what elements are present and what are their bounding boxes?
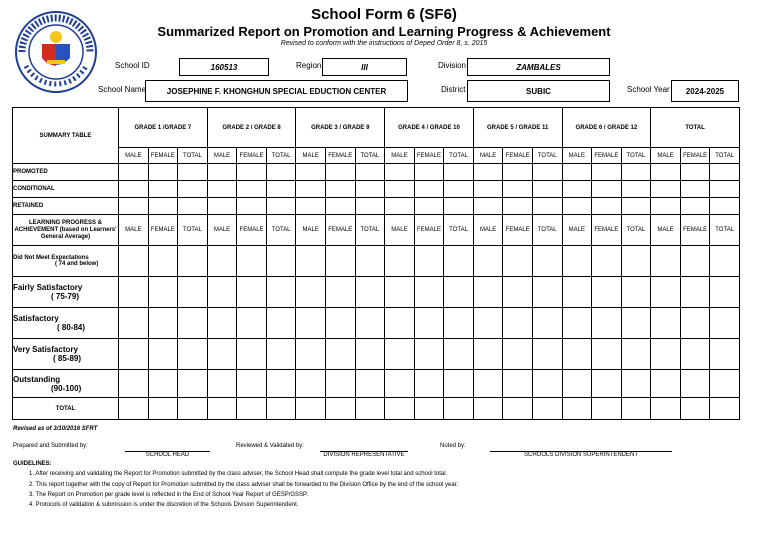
data-cell[interactable] bbox=[119, 164, 149, 181]
subcol-header: TOTAL bbox=[532, 215, 562, 246]
data-cell[interactable] bbox=[562, 181, 592, 198]
data-cell[interactable] bbox=[592, 370, 622, 398]
data-cell[interactable] bbox=[680, 370, 710, 398]
data-cell[interactable] bbox=[414, 198, 444, 215]
data-cell[interactable] bbox=[473, 398, 503, 420]
subcol-header: FEMALE bbox=[148, 148, 178, 164]
division-label: Division bbox=[438, 61, 467, 70]
subcol-header: MALE bbox=[296, 215, 326, 246]
level-range: (90-100) bbox=[51, 383, 82, 393]
data-cell[interactable] bbox=[562, 398, 592, 420]
table-row bbox=[13, 398, 740, 420]
subcol-header: TOTAL bbox=[355, 148, 385, 164]
data-cell[interactable] bbox=[237, 308, 267, 339]
school-year-field[interactable]: 2024-2025 bbox=[671, 80, 739, 102]
subcol-header: FEMALE bbox=[148, 215, 178, 246]
data-cell[interactable] bbox=[296, 398, 326, 420]
data-cell[interactable] bbox=[148, 398, 178, 420]
data-cell[interactable] bbox=[473, 181, 503, 198]
data-cell[interactable] bbox=[355, 277, 385, 308]
data-cell[interactable] bbox=[414, 164, 444, 181]
data-cell[interactable] bbox=[621, 398, 651, 420]
data-cell[interactable] bbox=[148, 198, 178, 215]
data-cell[interactable] bbox=[237, 164, 267, 181]
school-name-field[interactable]: JOSEPHINE F. KHONGHUN SPECIAL EDUCTION CENTER bbox=[145, 80, 408, 102]
subcol-header: TOTAL bbox=[710, 148, 740, 164]
data-cell[interactable] bbox=[296, 339, 326, 370]
row-label: CONDITIONAL bbox=[13, 181, 119, 198]
form-title: School Form 6 (SF6) bbox=[311, 6, 457, 23]
data-cell[interactable] bbox=[148, 339, 178, 370]
data-cell[interactable] bbox=[207, 164, 237, 181]
subcol-header: TOTAL bbox=[621, 215, 651, 246]
data-cell[interactable] bbox=[414, 339, 444, 370]
data-cell[interactable] bbox=[266, 246, 296, 277]
data-cell[interactable] bbox=[710, 181, 740, 198]
data-cell[interactable] bbox=[680, 398, 710, 420]
data-cell[interactable] bbox=[710, 198, 740, 215]
district-field[interactable]: SUBIC bbox=[467, 80, 610, 102]
data-cell[interactable] bbox=[207, 308, 237, 339]
subcol-header: MALE bbox=[651, 148, 681, 164]
region-field[interactable]: III bbox=[322, 58, 407, 76]
data-cell[interactable] bbox=[592, 198, 622, 215]
level-name: Did Not Meet Expectations bbox=[13, 255, 89, 261]
learning-progress-header-row bbox=[13, 215, 740, 246]
data-cell[interactable] bbox=[651, 198, 681, 215]
data-cell[interactable] bbox=[355, 198, 385, 215]
subcol-header: MALE bbox=[385, 215, 415, 246]
guideline-item: 4. Protocols of validation & submission is under the discretion of the Schools Division Superintendent. bbox=[29, 502, 299, 508]
data-cell[interactable] bbox=[651, 308, 681, 339]
data-cell[interactable] bbox=[325, 398, 355, 420]
data-cell[interactable] bbox=[178, 164, 208, 181]
data-cell[interactable] bbox=[178, 246, 208, 277]
summary-table-label: SUMMARY TABLE bbox=[13, 108, 119, 164]
school-id-label: School ID bbox=[115, 61, 150, 70]
data-cell[interactable] bbox=[592, 339, 622, 370]
data-cell[interactable] bbox=[178, 370, 208, 398]
data-cell[interactable] bbox=[266, 198, 296, 215]
data-cell[interactable] bbox=[414, 370, 444, 398]
data-cell[interactable] bbox=[325, 181, 355, 198]
subcol-header: MALE bbox=[385, 148, 415, 164]
data-cell[interactable] bbox=[562, 246, 592, 277]
data-cell[interactable] bbox=[473, 277, 503, 308]
subcol-header: MALE bbox=[562, 148, 592, 164]
data-cell[interactable] bbox=[710, 398, 740, 420]
table-row bbox=[13, 181, 740, 198]
subheader-row bbox=[13, 148, 740, 164]
data-cell[interactable] bbox=[355, 398, 385, 420]
sds-signature[interactable]: SCHOOLS DIVISION SUPERINTENDENT bbox=[490, 451, 672, 458]
data-cell[interactable] bbox=[178, 339, 208, 370]
data-cell[interactable] bbox=[444, 308, 474, 339]
data-cell[interactable] bbox=[207, 277, 237, 308]
level-name: Satisfactory bbox=[13, 314, 59, 323]
subcol-header: FEMALE bbox=[414, 215, 444, 246]
data-cell[interactable] bbox=[444, 198, 474, 215]
table-row bbox=[13, 308, 740, 339]
data-cell[interactable] bbox=[710, 277, 740, 308]
data-cell[interactable] bbox=[473, 308, 503, 339]
data-cell[interactable] bbox=[266, 164, 296, 181]
data-cell[interactable] bbox=[680, 164, 710, 181]
data-cell[interactable] bbox=[651, 398, 681, 420]
data-cell[interactable] bbox=[621, 308, 651, 339]
row-label bbox=[13, 370, 119, 398]
subcol-header: MALE bbox=[207, 215, 237, 246]
data-cell[interactable] bbox=[503, 308, 533, 339]
data-cell[interactable] bbox=[592, 308, 622, 339]
subcol-header: MALE bbox=[296, 148, 326, 164]
data-cell[interactable] bbox=[148, 370, 178, 398]
data-cell[interactable] bbox=[651, 164, 681, 181]
grade-header: GRADE 3 / GRADE 9 bbox=[296, 108, 385, 148]
level-range: ( 80-84) bbox=[57, 323, 86, 332]
data-cell[interactable] bbox=[414, 308, 444, 339]
subcol-header: TOTAL bbox=[266, 148, 296, 164]
data-cell[interactable] bbox=[385, 164, 415, 181]
data-cell[interactable] bbox=[385, 398, 415, 420]
data-cell[interactable] bbox=[119, 198, 149, 215]
guideline-item: 2. This report together with the copy of Report for Promotion submitted by the class adviser shall be forwarded to the Division Office by the end of the school year. bbox=[29, 482, 459, 488]
table-row bbox=[13, 198, 740, 215]
subcol-header: TOTAL bbox=[532, 148, 562, 164]
data-cell[interactable] bbox=[503, 246, 533, 277]
data-cell[interactable] bbox=[414, 246, 444, 277]
subcol-header: TOTAL bbox=[178, 148, 208, 164]
division-rep-signature[interactable]: DIVISION REPRESENTATIVE bbox=[320, 451, 408, 458]
data-cell[interactable] bbox=[710, 339, 740, 370]
row-label: PROMOTED bbox=[13, 164, 119, 181]
data-cell[interactable] bbox=[325, 198, 355, 215]
subcol-header: MALE bbox=[651, 215, 681, 246]
subcol-header: FEMALE bbox=[325, 148, 355, 164]
table-row bbox=[13, 164, 740, 181]
level-range: ( 85-89) bbox=[53, 354, 82, 363]
subcol-header: TOTAL bbox=[444, 215, 474, 246]
school-name-label: School Name bbox=[98, 85, 147, 94]
data-cell[interactable] bbox=[444, 398, 474, 420]
data-cell[interactable] bbox=[266, 181, 296, 198]
subcol-header: FEMALE bbox=[592, 215, 622, 246]
data-cell[interactable] bbox=[592, 246, 622, 277]
data-cell[interactable] bbox=[325, 308, 355, 339]
data-cell[interactable] bbox=[503, 164, 533, 181]
region-label: Region bbox=[296, 61, 322, 70]
data-cell[interactable] bbox=[414, 181, 444, 198]
data-cell[interactable] bbox=[532, 398, 562, 420]
data-cell[interactable] bbox=[621, 164, 651, 181]
data-cell[interactable] bbox=[532, 164, 562, 181]
form-note: Revised to conform with the instructions of Deped Order 8, s. 2015 bbox=[280, 40, 488, 47]
data-cell[interactable] bbox=[621, 246, 651, 277]
data-cell[interactable] bbox=[237, 370, 267, 398]
data-cell[interactable] bbox=[266, 339, 296, 370]
data-cell[interactable] bbox=[444, 164, 474, 181]
data-cell[interactable] bbox=[651, 246, 681, 277]
guideline-item: 1. After receiving and validating the Report for Promotion submitted by the class adviser, the School Head shall compute the grade level total and school total. bbox=[29, 471, 448, 477]
data-cell[interactable] bbox=[444, 277, 474, 308]
data-cell[interactable] bbox=[148, 181, 178, 198]
data-cell[interactable] bbox=[621, 198, 651, 215]
data-cell[interactable] bbox=[119, 277, 149, 308]
grade-header: TOTAL bbox=[651, 108, 740, 148]
data-cell[interactable] bbox=[266, 370, 296, 398]
data-cell[interactable] bbox=[385, 339, 415, 370]
data-cell[interactable] bbox=[296, 246, 326, 277]
data-cell[interactable] bbox=[207, 198, 237, 215]
table-row bbox=[13, 339, 740, 370]
reviewed-label: Reviewed & Validated by: bbox=[236, 443, 304, 449]
data-cell[interactable] bbox=[414, 277, 444, 308]
data-cell[interactable] bbox=[178, 398, 208, 420]
data-cell[interactable] bbox=[207, 398, 237, 420]
data-cell[interactable] bbox=[237, 198, 267, 215]
data-cell[interactable] bbox=[119, 370, 149, 398]
data-cell[interactable] bbox=[562, 339, 592, 370]
data-cell[interactable] bbox=[296, 181, 326, 198]
subcol-header: MALE bbox=[562, 215, 592, 246]
guidelines-heading: GUIDELINES: bbox=[13, 461, 52, 467]
data-cell[interactable] bbox=[355, 164, 385, 181]
school-id-field[interactable]: 160513 bbox=[179, 58, 269, 76]
data-cell[interactable] bbox=[651, 277, 681, 308]
data-cell[interactable] bbox=[385, 370, 415, 398]
table-row bbox=[13, 277, 740, 308]
data-cell[interactable] bbox=[680, 181, 710, 198]
subcol-header: FEMALE bbox=[325, 215, 355, 246]
form-subtitle: Summarized Report on Promotion and Learning Progress & Achievement bbox=[157, 24, 611, 39]
table-row bbox=[13, 246, 740, 277]
data-cell[interactable] bbox=[621, 181, 651, 198]
subcol-header: FEMALE bbox=[592, 148, 622, 164]
subcol-header: TOTAL bbox=[266, 215, 296, 246]
data-cell[interactable] bbox=[355, 339, 385, 370]
data-cell[interactable] bbox=[119, 246, 149, 277]
subcol-header: MALE bbox=[119, 215, 149, 246]
data-cell[interactable] bbox=[473, 339, 503, 370]
data-cell[interactable] bbox=[237, 339, 267, 370]
grade-header: GRADE 5 / GRADE 11 bbox=[473, 108, 562, 148]
data-cell[interactable] bbox=[503, 370, 533, 398]
data-cell[interactable] bbox=[178, 181, 208, 198]
summary-table bbox=[12, 107, 740, 420]
subcol-header: MALE bbox=[473, 148, 503, 164]
learning-progress-label: LEARNING PROGRESS & ACHIEVEMENT (based on Learners' General Average) bbox=[13, 215, 119, 246]
data-cell[interactable] bbox=[266, 277, 296, 308]
data-cell[interactable] bbox=[444, 370, 474, 398]
data-cell[interactable] bbox=[385, 181, 415, 198]
data-cell[interactable] bbox=[237, 277, 267, 308]
data-cell[interactable] bbox=[148, 164, 178, 181]
data-cell[interactable] bbox=[355, 246, 385, 277]
division-field[interactable]: ZAMBALES bbox=[467, 58, 610, 76]
data-cell[interactable] bbox=[562, 308, 592, 339]
data-cell[interactable] bbox=[119, 339, 149, 370]
data-cell[interactable] bbox=[532, 181, 562, 198]
data-cell[interactable] bbox=[680, 246, 710, 277]
data-cell[interactable] bbox=[266, 308, 296, 339]
data-cell[interactable] bbox=[119, 181, 149, 198]
grade-header: GRADE 1 /GRADE 7 bbox=[119, 108, 208, 148]
grade-header: GRADE 4 / GRADE 10 bbox=[385, 108, 474, 148]
row-label: TOTAL bbox=[13, 398, 119, 420]
row-label bbox=[13, 246, 119, 277]
data-cell[interactable] bbox=[621, 339, 651, 370]
data-cell[interactable] bbox=[710, 164, 740, 181]
data-cell[interactable] bbox=[592, 398, 622, 420]
data-cell[interactable] bbox=[207, 181, 237, 198]
data-cell[interactable] bbox=[119, 398, 149, 420]
data-cell[interactable] bbox=[385, 246, 415, 277]
guideline-item: 3. The Report on Promotion per grade level is reflected in the End of School Year Report of GESP/GSSP. bbox=[29, 492, 308, 498]
data-cell[interactable] bbox=[414, 398, 444, 420]
data-cell[interactable] bbox=[651, 370, 681, 398]
data-cell[interactable] bbox=[532, 370, 562, 398]
data-cell[interactable] bbox=[148, 277, 178, 308]
level-range: ( 75-79) bbox=[51, 292, 80, 301]
subcol-header: FEMALE bbox=[680, 215, 710, 246]
grade-header: GRADE 2 / GRADE 8 bbox=[207, 108, 296, 148]
data-cell[interactable] bbox=[473, 164, 503, 181]
data-cell[interactable] bbox=[532, 308, 562, 339]
data-cell[interactable] bbox=[266, 398, 296, 420]
row-label bbox=[13, 308, 119, 339]
data-cell[interactable] bbox=[178, 308, 208, 339]
data-cell[interactable] bbox=[444, 339, 474, 370]
subcol-header: FEMALE bbox=[503, 148, 533, 164]
data-cell[interactable] bbox=[178, 198, 208, 215]
data-cell[interactable] bbox=[621, 277, 651, 308]
data-cell[interactable] bbox=[325, 246, 355, 277]
level-range: ( 74 and below) bbox=[55, 261, 99, 267]
data-cell[interactable] bbox=[207, 246, 237, 277]
data-cell[interactable] bbox=[473, 370, 503, 398]
data-cell[interactable] bbox=[532, 277, 562, 308]
data-cell[interactable] bbox=[444, 246, 474, 277]
level-name: Outstanding bbox=[13, 374, 61, 384]
school-head-signature[interactable]: SCHOOL HEAD bbox=[125, 451, 210, 458]
data-cell[interactable] bbox=[710, 308, 740, 339]
subcol-header: FEMALE bbox=[414, 148, 444, 164]
row-label bbox=[13, 339, 119, 370]
data-cell[interactable] bbox=[207, 370, 237, 398]
noted-label: Noted by: bbox=[440, 443, 466, 449]
subcol-header: MALE bbox=[119, 148, 149, 164]
prepared-label: Prepared and Submitted by: bbox=[13, 443, 88, 449]
district-label: District bbox=[441, 85, 466, 94]
data-cell[interactable] bbox=[473, 246, 503, 277]
data-cell[interactable] bbox=[385, 308, 415, 339]
revised-note: Revised as of 3/10/2016 SFRT bbox=[13, 426, 98, 432]
data-cell[interactable] bbox=[444, 181, 474, 198]
data-cell[interactable] bbox=[296, 277, 326, 308]
data-cell[interactable] bbox=[355, 370, 385, 398]
school-year-label: School Year bbox=[627, 85, 670, 94]
data-cell[interactable] bbox=[592, 181, 622, 198]
data-cell[interactable] bbox=[680, 277, 710, 308]
data-cell[interactable] bbox=[621, 370, 651, 398]
row-label: RETAINED bbox=[13, 198, 119, 215]
subcol-header: FEMALE bbox=[503, 215, 533, 246]
data-cell[interactable] bbox=[148, 308, 178, 339]
table-row bbox=[13, 370, 740, 398]
data-cell[interactable] bbox=[325, 164, 355, 181]
data-cell[interactable] bbox=[532, 198, 562, 215]
data-cell[interactable] bbox=[562, 370, 592, 398]
data-cell[interactable] bbox=[296, 370, 326, 398]
subcol-header: TOTAL bbox=[621, 148, 651, 164]
data-cell[interactable] bbox=[119, 308, 149, 339]
data-cell[interactable] bbox=[651, 181, 681, 198]
data-cell[interactable] bbox=[207, 339, 237, 370]
data-cell[interactable] bbox=[237, 246, 267, 277]
data-cell[interactable] bbox=[503, 398, 533, 420]
data-cell[interactable] bbox=[296, 198, 326, 215]
data-cell[interactable] bbox=[237, 398, 267, 420]
data-cell[interactable] bbox=[680, 308, 710, 339]
subcol-header: MALE bbox=[207, 148, 237, 164]
data-cell[interactable] bbox=[503, 339, 533, 370]
data-cell[interactable] bbox=[710, 246, 740, 277]
subcol-header: FEMALE bbox=[237, 215, 267, 246]
data-cell[interactable] bbox=[355, 181, 385, 198]
data-cell[interactable] bbox=[532, 339, 562, 370]
subcol-header: TOTAL bbox=[178, 215, 208, 246]
data-cell[interactable] bbox=[385, 277, 415, 308]
data-cell[interactable] bbox=[562, 164, 592, 181]
data-cell[interactable] bbox=[532, 246, 562, 277]
data-cell[interactable] bbox=[325, 277, 355, 308]
data-cell[interactable] bbox=[503, 277, 533, 308]
row-label bbox=[13, 277, 119, 308]
data-cell[interactable] bbox=[296, 164, 326, 181]
subcol-header: MALE bbox=[473, 215, 503, 246]
data-cell[interactable] bbox=[562, 277, 592, 308]
data-cell[interactable] bbox=[473, 198, 503, 215]
data-cell[interactable] bbox=[651, 339, 681, 370]
data-cell[interactable] bbox=[385, 198, 415, 215]
data-cell[interactable] bbox=[237, 181, 267, 198]
level-name: Fairly Satisfactory bbox=[13, 283, 83, 292]
data-cell[interactable] bbox=[562, 198, 592, 215]
data-cell[interactable] bbox=[148, 246, 178, 277]
level-name: Very Satisfactory bbox=[13, 345, 78, 354]
data-cell[interactable] bbox=[710, 370, 740, 398]
data-cell[interactable] bbox=[592, 277, 622, 308]
subcol-header: TOTAL bbox=[355, 215, 385, 246]
data-cell[interactable] bbox=[178, 277, 208, 308]
data-cell[interactable] bbox=[355, 308, 385, 339]
data-cell[interactable] bbox=[503, 198, 533, 215]
data-cell[interactable] bbox=[325, 370, 355, 398]
data-cell[interactable] bbox=[296, 308, 326, 339]
data-cell[interactable] bbox=[325, 339, 355, 370]
data-cell[interactable] bbox=[680, 339, 710, 370]
grade-header: GRADE 6 / GRADE 12 bbox=[562, 108, 651, 148]
data-cell[interactable] bbox=[680, 198, 710, 215]
subcol-header: FEMALE bbox=[680, 148, 710, 164]
data-cell[interactable] bbox=[592, 164, 622, 181]
subcol-header: FEMALE bbox=[237, 148, 267, 164]
data-cell[interactable] bbox=[503, 181, 533, 198]
subcol-header: TOTAL bbox=[710, 215, 740, 246]
subcol-header: TOTAL bbox=[444, 148, 474, 164]
